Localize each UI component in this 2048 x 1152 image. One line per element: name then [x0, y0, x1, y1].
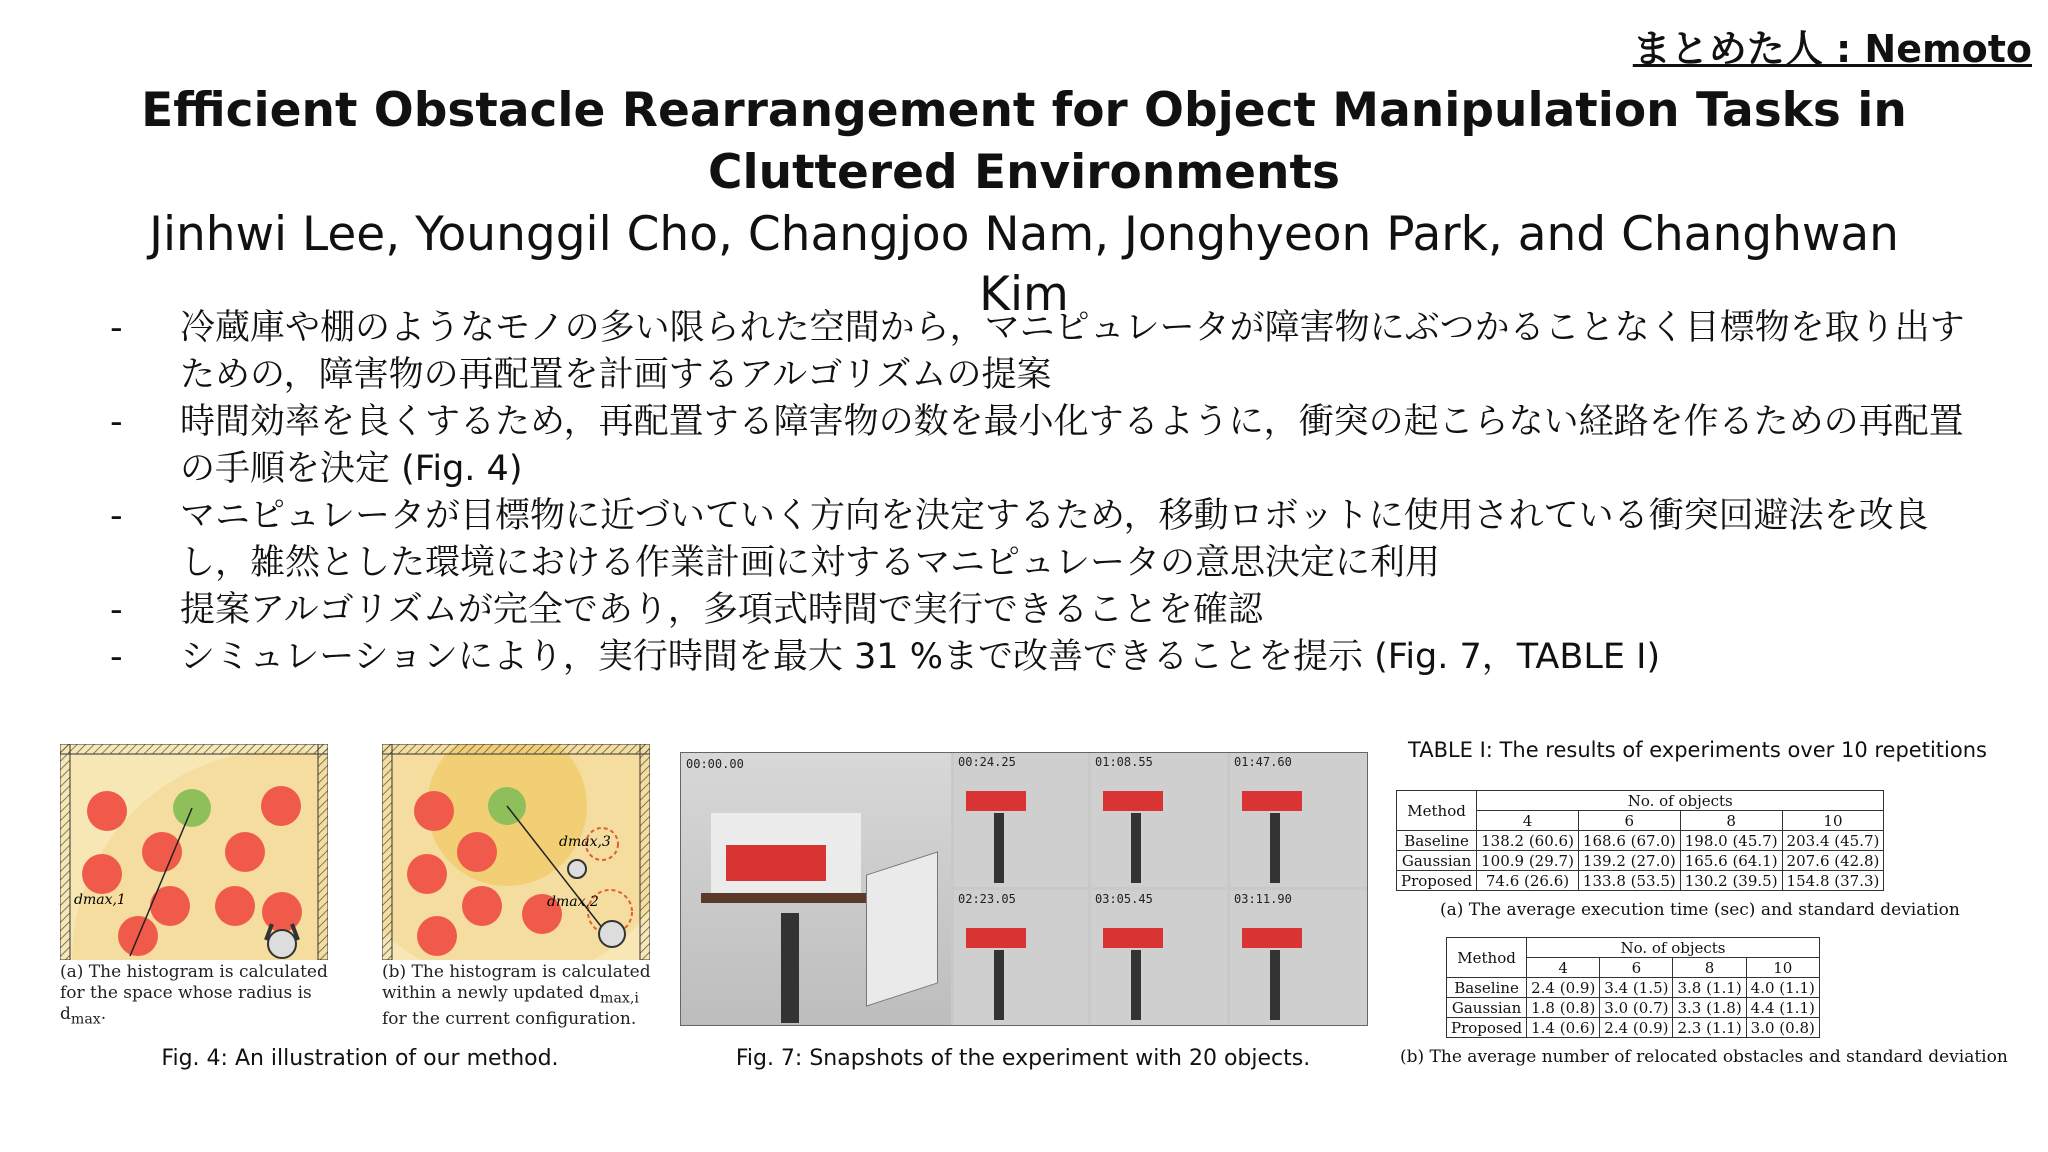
red-objects [966, 928, 1026, 948]
bullet-item [110, 634, 1970, 681]
obstacle [262, 892, 302, 932]
bullet-dash: - [110, 637, 123, 677]
shelf-wall-left [60, 744, 70, 960]
robot-arm [994, 813, 1004, 883]
bullet-item [110, 587, 1970, 634]
bullet-text: 提案アルゴリズムが完全であり，多項式時間で実行できることを確認 [180, 590, 1263, 630]
summary-bullets [110, 305, 1970, 681]
snapshot [1091, 890, 1227, 1025]
dmax-label-b1: dmax,3 [559, 834, 611, 850]
bullet-item [110, 305, 1970, 399]
table1-b [1446, 937, 1820, 1038]
timestamp: 03:11.90 [1234, 892, 1292, 906]
snapshot [1230, 890, 1367, 1025]
obstacle [225, 832, 265, 872]
arm-joint [568, 860, 586, 878]
header-method: Method [1447, 938, 1527, 978]
dmax-label-a: dmax,1 [74, 892, 126, 908]
timestamp: 02:23.05 [958, 892, 1016, 906]
obstacle [142, 832, 182, 872]
timestamp: 03:05.45 [1095, 892, 1153, 906]
header-method: Method [1397, 791, 1477, 831]
bullet-text: 冷蔵庫や棚のようなモノの多い限られた空間から，マニピュレータが障害物にぶつかることなく目標物を取り出すための，障害物の再配置を計画するアルゴリズムの提案 [180, 308, 1965, 395]
bullet-dash: - [110, 308, 123, 348]
table-row: Proposed 1.4 (0.6) 2.4 (0.9) 2.3 (1.1) 3.0 (0.8) [1447, 1018, 1820, 1038]
shelf-wall-right [640, 744, 650, 960]
col-header: 6 [1600, 958, 1673, 978]
header-group: No. of objects [1477, 791, 1884, 811]
timestamp: 01:47.60 [1234, 755, 1292, 769]
table-top [701, 893, 871, 903]
bullet-text: マニピュレータが目標物に近づいていく方向を決定するため，移動ロボットに使用されている衝突回避法を改良し，雑然とした環境における作業計画に対するマニピュレータの意思決定に利用 [180, 496, 1929, 583]
shelf-wall-top [60, 744, 328, 754]
bullet-dash: - [110, 496, 123, 536]
robot-arm [1270, 813, 1280, 883]
gripper-icon [599, 921, 625, 947]
dmax-label-b2: dmax,2 [547, 894, 599, 910]
table-row: Gaussian 100.9 (29.7) 139.2 (27.0) 165.6 (64.1) 207.6 (42.8) [1397, 851, 1884, 871]
col-header: 8 [1673, 958, 1746, 978]
cabinet [866, 851, 938, 1006]
col-header: 4 [1477, 811, 1579, 831]
shelf-wall-left [382, 744, 392, 960]
fig7-caption: Fig. 7: Snapshots of the experiment with 20 objects. [735, 1046, 1311, 1071]
bullet-text: シミュレーションにより，実行時間を最大 31 %まで改善できることを提示 (Fig. 7，TABLE I) [180, 637, 1661, 677]
fig4-subcaption-a: (a) The histogram is calculated for the space whose radius is $d_{max}$. [60, 962, 328, 1028]
bullet-dash: - [110, 402, 123, 442]
timestamp: 01:08.55 [1095, 755, 1153, 769]
table1-b-caption: (b) The average number of relocated obstacles and standard deviation [1400, 1047, 2008, 1067]
table-row: Gaussian 1.8 (0.8) 3.0 (0.7) 3.3 (1.8) 4.4 (1.1) [1447, 998, 1820, 1018]
table1-title: TABLE I: The results of experiments over 10 repetitions [1408, 738, 1987, 762]
fig4-subcaption-b: (b) The histogram is calculated within a newly updated $d_{max,i}$ for the current configuration. [382, 962, 651, 1030]
paper-title: Efficient Obstacle Rearrangement for Object Manipulation Tasks in Cluttered Environments [141, 83, 1907, 200]
fig4-panel-b [382, 744, 650, 960]
obstacle [215, 886, 255, 926]
snapshot [1091, 753, 1227, 887]
snapshot [954, 753, 1088, 887]
red-objects [726, 845, 826, 881]
shelf-wall-top [382, 744, 650, 754]
obstacle [261, 786, 301, 826]
red-objects [1103, 928, 1163, 948]
bullet-item [110, 399, 1970, 493]
robot-arm [1131, 950, 1141, 1020]
robot-arm [994, 950, 1004, 1020]
obstacle [417, 916, 457, 956]
obstacle [462, 886, 502, 926]
col-header: 10 [1746, 958, 1819, 978]
paper-authors: Jinhwi Lee, Younggil Cho, Changjoo Nam, Jonghyeon Park, and Changhwan Kim [149, 207, 1899, 322]
snapshot [954, 890, 1088, 1025]
snapshot-main [681, 753, 951, 1025]
timestamp: 00:00.00 [686, 757, 744, 771]
robot-arm [1131, 813, 1141, 883]
snapshot [1230, 753, 1367, 887]
fig7-snapshots [680, 752, 1368, 1026]
red-objects [966, 791, 1026, 811]
gripper-icon [268, 930, 296, 958]
obstacle [407, 854, 447, 894]
timestamp: 00:24.25 [958, 755, 1016, 769]
fig4-panel-a [60, 744, 328, 960]
robot-arm [781, 913, 799, 1023]
bullet-item [110, 493, 1970, 587]
col-header: 4 [1527, 958, 1600, 978]
bullet-dash: - [110, 590, 123, 630]
table1-a [1396, 790, 1884, 891]
table-row: Baseline 138.2 (60.6) 168.6 (67.0) 198.0 (45.7) 203.4 (45.7) [1397, 831, 1884, 851]
obstacle [457, 832, 497, 872]
red-objects [1242, 791, 1302, 811]
red-objects [1242, 928, 1302, 948]
col-header: 8 [1680, 811, 1782, 831]
header-group: No. of objects [1527, 938, 1820, 958]
table-row: Baseline 2.4 (0.9) 3.4 (1.5) 3.8 (1.1) 4.0 (1.1) [1447, 978, 1820, 998]
col-header: 6 [1578, 811, 1680, 831]
shelf-wall-right [318, 744, 328, 960]
bullet-text: 時間効率を良くするため，再配置する障害物の数を最小化するように，衝突の起こらない経路を作るための再配置の手順を決定 (Fig. 4) [180, 402, 1964, 489]
robot-arm [1270, 950, 1280, 1020]
table1-a-caption: (a) The average execution time (sec) and standard deviation [1440, 900, 1960, 920]
obstacle [82, 854, 122, 894]
red-objects [1103, 791, 1163, 811]
table-row: Proposed 74.6 (26.6) 133.8 (53.5) 130.2 (39.5) 154.8 (37.3) [1397, 871, 1884, 891]
obstacle [414, 791, 454, 831]
fig4-caption: Fig. 4: An illustration of our method. [161, 1046, 559, 1071]
summarizer-credit: まとめた人 : Nemoto [1632, 27, 2032, 71]
obstacle [87, 791, 127, 831]
col-header: 10 [1782, 811, 1884, 831]
